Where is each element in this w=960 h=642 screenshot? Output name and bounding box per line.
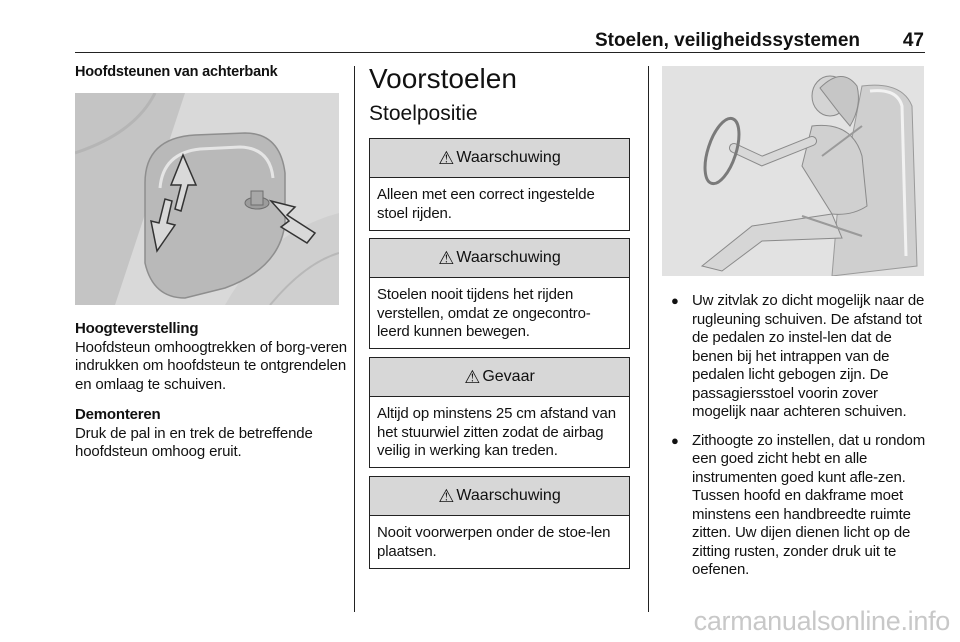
warning-header [370,477,629,516]
list-item-text: Uw zitvlak zo dicht mogelijk naar de rugleuning schuiven. De afstand tot de pedalen zo instel-len dat de benen bij het intrappen van de pedalen licht gebogen zijn. De passagiersstoel voorin zover mogelijk naar achteren schuiven. [692,292,925,420]
bullet-icon: ● [671,432,679,448]
height-adjust-text: Hoofdsteun omhoogtrekken of borg-veren indrukken om hoofdsteun te ontgrendelen en omlaag te schuiven. [75,338,347,393]
seat-instructions-list [668,292,930,590]
warning-label: Waarschuwing [456,249,561,266]
danger-header [370,358,629,397]
list-item [668,292,930,422]
seat-position-subtitle: Stoelpositie [369,102,478,125]
headrest-instructions [75,320,347,474]
remove-title: Demonteren [75,406,161,423]
remove-text: Druk de pal in en trek de betreffende hoofdsteun omhoog eruit. [75,424,313,460]
driver-seat-position-illustration [662,66,924,276]
danger-box [369,357,630,468]
column-divider-left [354,66,355,612]
page-number: 47 [902,30,924,51]
warning-text: Stoelen nooit tijdens het rijden verstellen, omdat ze ongecontro-leerd kunnen bewegen. [377,286,591,340]
headrest-heading: Hoofdsteunen van achterbank [75,64,278,80]
warning-box [369,138,630,231]
header-divider [75,52,925,53]
warning-header [370,139,629,178]
headrest-adjustment-illustration [75,93,339,305]
danger-label: Gevaar [482,368,535,385]
warning-header [370,239,629,278]
warning-box [369,238,630,349]
warning-triangle-icon: ⚠ [438,147,455,169]
bullet-icon: ● [671,293,679,308]
front-seats-title: Voorstoelen [369,63,517,94]
height-adjust-title: Hoogteverstelling [75,320,199,337]
warning-text: Nooit voorwerpen onder de stoe-len plaatsen. [377,524,611,560]
watermark: carmanualsonline.info [693,606,950,636]
warning-triangle-icon: ⚠ [438,247,455,269]
section-title: Stoelen, veiligheidssystemen [594,30,860,51]
warning-triangle-icon: ⚠ [464,366,481,388]
warning-triangle-icon: ⚠ [438,485,455,507]
middle-column [369,62,631,126]
warning-text: Alleen met een correct ingestelde stoel rijden. [377,186,595,222]
danger-text: Altijd op minstens 25 cm afstand van het stuurwiel zitten zodat de airbag veilig in werking kan treden. [377,405,616,459]
left-column [75,64,345,80]
warning-box [369,476,630,569]
list-item [668,432,930,580]
list-item-text: Zithoogte zo instellen, dat u rondom een goed zicht hebt en alle instrumenten goed kunt afle-zen. Tussen hoofd en dakframe moet minstens een handbreedte ruimte zitten. Uw dijen dienen licht op de zitting rusten, zonder druk uit te oefenen. [692,431,926,578]
warning-label: Waarschuwing [456,487,561,504]
warning-label: Waarschuwing [456,149,561,166]
column-divider-right [648,66,649,612]
